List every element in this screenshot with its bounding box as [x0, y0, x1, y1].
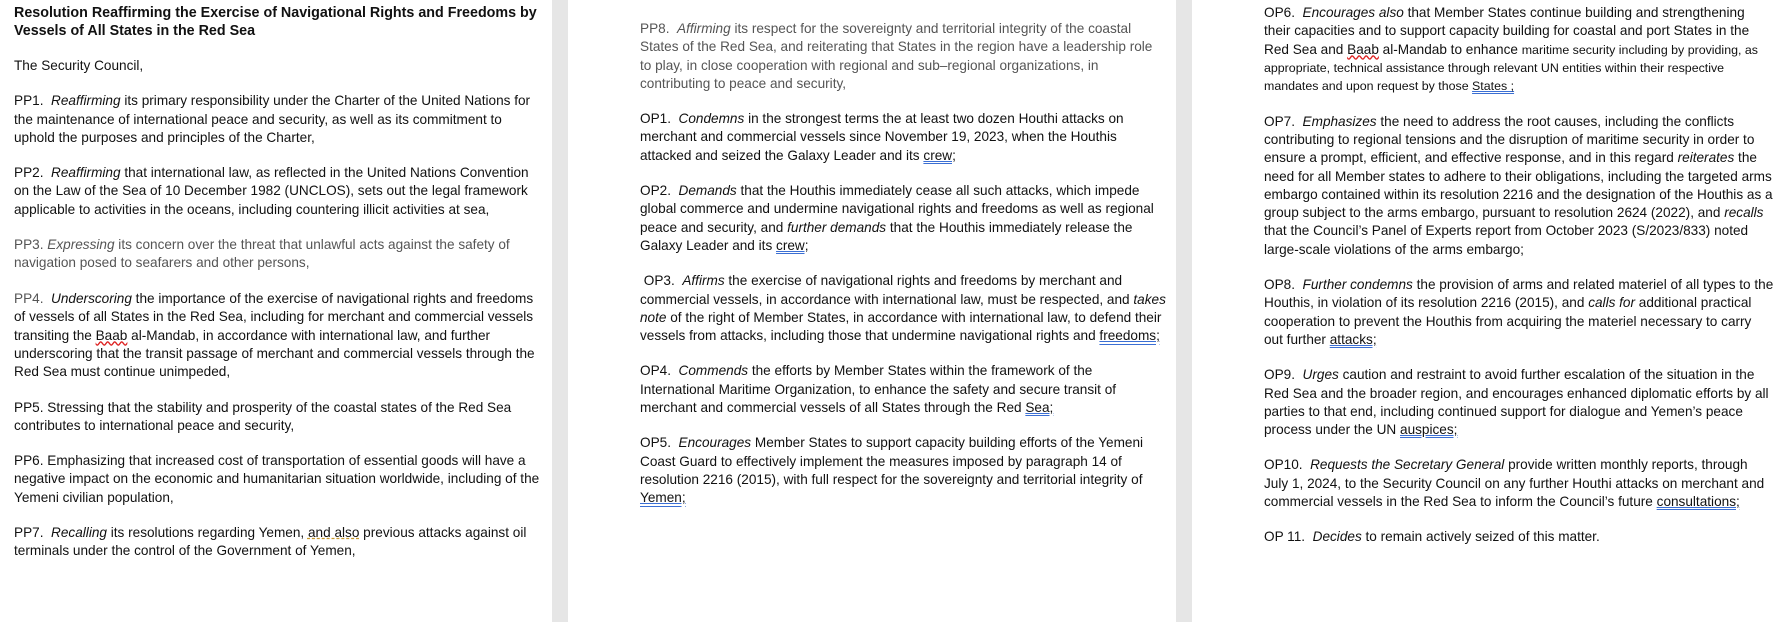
paragraph-text: Emphasizing that increased cost of transportation of essential goods will have a negative impact on the economic and humanitarian situation worldwide, including of the Yemeni civilian population,	[14, 453, 540, 505]
spellcheck-word[interactable]: Baab	[95, 327, 128, 343]
paragraph-pp6	[14, 452, 542, 507]
paragraph-op7	[1264, 113, 1774, 259]
paragraph-op8	[1264, 276, 1774, 349]
paragraph-number: PP6.	[14, 453, 44, 469]
operative-verb: takes note	[640, 291, 1166, 325]
document-page-2	[568, 0, 1176, 622]
document-page-1	[0, 0, 552, 622]
paragraph-pp8	[640, 20, 1166, 93]
paragraph-op10	[1264, 456, 1774, 511]
grammar-flag-word[interactable]: States ;	[1472, 79, 1515, 94]
operative-verb: Reaffirming	[51, 165, 121, 181]
paragraph-op2	[640, 182, 1166, 255]
opening-line: The Security Council,	[14, 58, 144, 73]
paragraph-op5	[640, 434, 1166, 507]
paragraph-text: provide written monthly reports, through July 1, 2024, to the Security Council on any further Houthi attacks on merchant and commercial vessels in the Red Sea to inform the Council’s future	[1264, 457, 1765, 510]
paragraph-pp7	[14, 524, 542, 561]
paragraph-pp4	[14, 290, 542, 381]
paragraph-text: in the strongest terms the at least two dozen Houthi attacks on merchant and commercial vessels since November 19, 2023, when the Houthis attacked and seized the Galaxy Leader and its	[640, 111, 1124, 163]
paragraph-number: PP3.	[14, 237, 44, 253]
paragraph-number: OP1.	[640, 111, 671, 127]
paragraph-pp3	[14, 236, 542, 273]
paragraph-text: the importance of the exercise of navigational rights and freedoms of vessels of all States in the Red Sea, including for merchant and commercial vessels transiting the	[14, 291, 534, 343]
operative-verb: reiterates	[1677, 150, 1735, 166]
grammar-flag-word[interactable]: and also	[307, 525, 360, 541]
paragraph-pp5	[14, 399, 542, 436]
paragraph-text: previous attacks against oil terminals under the control of the Government of Yemen,	[14, 525, 527, 559]
grammar-flag-word[interactable]: consultations;	[1656, 494, 1740, 510]
grammar-flag-word[interactable]: crew;	[776, 237, 809, 253]
paragraph-text: the need to address the root causes, including the conflicts contributing to regional tensions and the disruption of maritime security in order to ensure a prompt, efficient, and effective response, and in this regard	[1264, 113, 1755, 166]
grammar-flag-word[interactable]: Sea;	[1025, 400, 1054, 416]
paragraph-text: its respect for the sovereignty and territorial integrity of the coastal States of the Red Sea, and reiterating that States in the region have a leadership role to play, in close cooperation with regional and sub–regional organizations, in contributing to peace and security,	[640, 21, 1153, 91]
grammar-flag-word[interactable]: Yemen;	[640, 490, 686, 506]
operative-verb: Decides	[1312, 529, 1362, 545]
paragraph-text: that the Council’s Panel of Experts report from October 2023 (S/2023/833) noted large-scale violations of the arms embargo;	[1264, 223, 1749, 257]
resolution-title: Resolution Reaffirming the Exercise of Navigational Rights and Freedoms by Vessels of All States in the Red Sea	[14, 5, 537, 39]
paragraph-pp2	[14, 164, 542, 219]
operative-verb: Emphasizes	[1302, 113, 1377, 129]
paragraph-op1	[640, 110, 1166, 165]
paragraph-number: OP9.	[1264, 367, 1295, 383]
operative-verb: further demands	[787, 219, 887, 235]
operative-verb: Commends	[678, 363, 749, 379]
operative-verb: Further condemns	[1302, 277, 1413, 293]
operative-verb: Urges	[1302, 367, 1339, 383]
paragraph-pp1	[14, 92, 542, 147]
paragraph-number: PP8.	[640, 21, 670, 36]
paragraph-text: to remain actively seized of this matter.	[1361, 529, 1600, 545]
operative-verb: Reaffirming	[51, 93, 121, 109]
paragraph-number: OP2.	[640, 183, 671, 199]
paragraph-number: OP4.	[640, 363, 671, 379]
paragraph-text: its concern over the threat that unlawful acts against the safety of navigation posed to seafarers and other persons,	[14, 237, 510, 271]
operative-verb: Encourages	[678, 435, 752, 451]
paragraph-text: the provision of arms and related materiel of all types to the Houthis, in violation of its resolution 2216 (2015), and	[1264, 277, 1774, 311]
grammar-flag-word[interactable]: freedoms;	[1099, 328, 1160, 344]
paragraph-text: that Member States continue building and strengthening their capacities and to support capacity building for coastal and port States in the Red Sea and	[1264, 5, 1750, 57]
operative-verb: recalls	[1724, 205, 1764, 221]
paragraph-op4	[640, 362, 1166, 417]
paragraph-number: PP1.	[14, 93, 44, 109]
operative-verb: Expressing	[47, 237, 115, 253]
operative-verb: Demands	[678, 183, 737, 199]
paragraph-text: caution and restraint to avoid further escalation of the situation in the Red Sea and the broader region, and encourages enhanced diplomatic efforts by all parties to that end, including continued support for dialogue and Yemen’s peace process under the UN	[1264, 367, 1769, 438]
paragraph-text: that the Houthis immediately release the Galaxy Leader and its	[640, 219, 1133, 253]
paragraph-text: al-Mandab, in accordance with international law, and further underscoring that the transit passage of merchant and commercial vessels through the Red Sea must continue unimpeded,	[14, 327, 535, 380]
paragraph-number: OP5.	[640, 435, 671, 451]
paragraph-text: the efforts by Member States within the framework of the International Maritime Organization, to enhance the safety and secure transit of merchant and commercial vessels of all States through the Red	[640, 363, 1117, 416]
paragraph-number: PP7.	[14, 525, 44, 541]
operative-verb: Condemns	[678, 111, 745, 127]
operative-verb: Recalling	[51, 525, 107, 541]
paragraph-number: OP3.	[643, 273, 675, 289]
paragraph-text: Stressing that the stability and prosperity of the coastal states of the Red Sea contributes to international peace and security,	[14, 399, 512, 433]
operative-verb: Requests the Secretary General	[1310, 457, 1505, 473]
paragraph-number: PP4.	[14, 291, 44, 307]
paragraph-text-small: maritime security including by providing, as appropriate, technical assistance through relevant UN entities within their respective mandates and upon request by those	[1264, 42, 1758, 94]
paragraph-op9	[1264, 366, 1774, 439]
operative-verb: Affirming	[677, 21, 731, 36]
paragraph-text: the need for all Member states to adhere to their obligations, including the targeted arms embargo contained within its resolution 2216 and the designation of the Houthis as a group subject to the arms embargo, pursuant to resolution 2624 (2022), and	[1264, 150, 1773, 221]
operative-verb: calls for	[1588, 295, 1636, 311]
operative-verb: Affirms	[682, 273, 725, 289]
paragraph-number: PP2.	[14, 165, 44, 181]
paragraph-number: PP5.	[14, 399, 44, 415]
operative-verb: Encourages also	[1302, 5, 1404, 20]
paragraph-text: that the Houthis immediately cease all such attacks, which impede global commerce and undermine navigational rights and freedoms as well as regional peace and security, and	[640, 183, 1154, 235]
paragraph-text: its primary responsibility under the Charter of the United Nations for the maintenance of international peace and security, as well as its commitment to uphold the purposes and principles of the Charter,	[14, 93, 531, 145]
paragraph-text: al-Mandab to enhance	[1378, 41, 1522, 57]
paragraph-number: OP6.	[1264, 5, 1295, 20]
document-page-3	[1192, 0, 1782, 622]
paragraph-text: its resolutions regarding Yemen,	[106, 525, 308, 541]
operative-verb: Underscoring	[51, 291, 132, 307]
paragraph-text: additional practical cooperation to prevent the Houthis from acquiring the materiel necessary to carry out further	[1264, 295, 1752, 347]
paragraph-op6	[1264, 4, 1774, 95]
paragraph-text: Member States to support capacity building efforts of the Yemeni Coast Guard to effectively implement the measures imposed by paragraph 14 of resolution 2216 (2015), with full respect for the sovereignty and territorial integrity of	[640, 435, 1144, 487]
grammar-flag-word[interactable]: crew;	[923, 147, 956, 163]
spellcheck-word[interactable]: Baab	[1347, 41, 1379, 57]
paragraph-text: of the right of Member States, in accordance with international law, to defend their vessels from attacks, including those that undermine navigational rights and	[640, 309, 1162, 344]
paragraph-number: OP8.	[1264, 277, 1295, 293]
paragraph-number: OP10.	[1264, 457, 1303, 473]
paragraph-text: that international law, as reflected in the United Nations Convention on the Law of the Sea of 10 December 1982 (UNCLOS), sets out the legal framework applicable to activities in the oceans, including countering illicit activities at sea,	[14, 165, 529, 217]
paragraph-text: the exercise of navigational rights and freedoms by merchant and commercial vessels, in accordance with international law, must be respected, and	[640, 273, 1134, 307]
paragraph-op11	[1264, 528, 1774, 546]
grammar-flag-word[interactable]: attacks;	[1329, 331, 1377, 347]
paragraph-number: OP 11.	[1264, 529, 1306, 545]
grammar-flag-word[interactable]: auspices;	[1400, 422, 1458, 438]
paragraph-op3	[640, 272, 1166, 345]
paragraph-number: OP7.	[1264, 113, 1295, 129]
